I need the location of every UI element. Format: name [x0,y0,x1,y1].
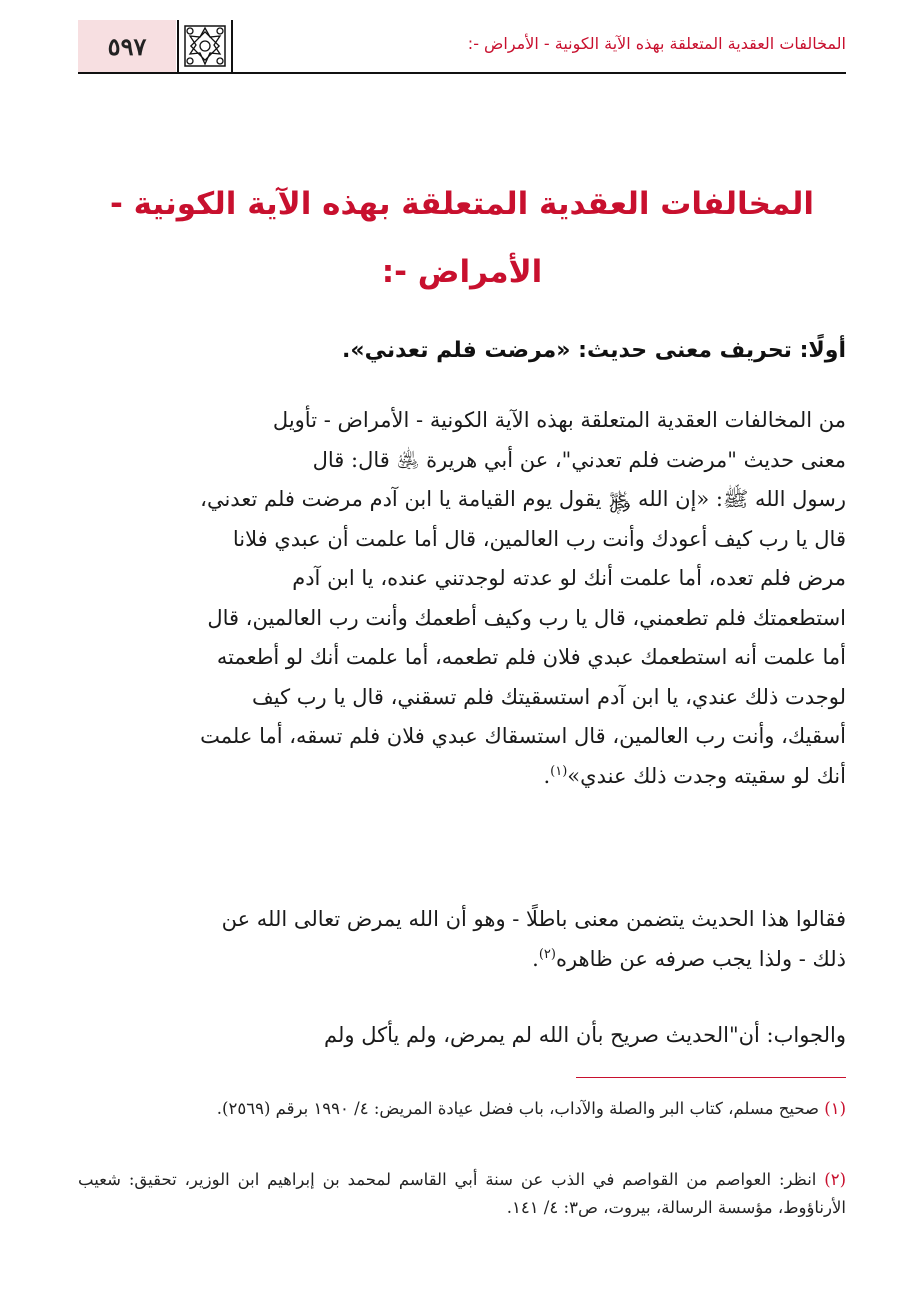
text-line: والجواب: أن"الحديث صريح بأن الله لم يمرض، ولم يأكل ولم [324,1023,846,1047]
footnote-ref-1[interactable]: (١) [550,763,568,779]
paragraph-answer [78,1016,846,1056]
footnote-1 [78,1095,846,1123]
paragraph-claim [78,900,846,979]
footnote-number: (٢) [824,1170,846,1189]
text-line-last [78,757,846,797]
footnote-ref-2[interactable]: (٢) [538,946,556,962]
sentence-end: . [543,763,551,788]
footnote-text: انظر: العواصم من القواصم في الذب عن سنة أبي القاسم لمحمد بن إبراهيم ابن الوزير، تحقيق: شعيب الأرناؤوط، مؤسسة الرسالة، بيروت، ص٣: ٤/ ١٤١. [78,1170,846,1217]
text-line: لوجدت ذلك عندي، يا ابن آدم استسقيتك فلم تسقني، قال يا رب كيف [252,684,846,709]
text-line: أما علمت أنه استطعمك عبدي فلان فلم تطعمه، أما علمت أنك لو أطعمته [216,645,846,669]
page-header [78,14,846,72]
page-number: ٥٩٧ [78,20,176,72]
chapter-title-line-2: الأمراض -: [381,254,543,290]
footnote-divider [576,1077,846,1078]
text-line: من المخالفات العقدية المتعلقة بهذه الآية الكونية - الأمراض - تأويل [272,408,846,432]
chapter-title-line-1: المخالفات العقدية المتعلقة بهذه الآية الكونية - [109,186,815,222]
text-line: قال يا رب كيف أعودك وأنت رب العالمين، قال أما علمت أن عبدي فلانا [232,526,846,551]
section-heading: أولًا: تحريف معنى حديث: «مرضت فلم تعدني». [342,338,846,363]
text-line-last [78,940,846,980]
text-line: أنك لو سقيته وجدت ذلك عندي» [567,763,846,788]
text-line: استطعمتك فلم تطعمني، قال يا رب وكيف أطعمك وأنت رب العالمين، قال [207,605,846,630]
chapter-title [78,170,846,306]
footnote-2 [78,1166,846,1222]
text-line: معنى حديث "مرضت فلم تعدني"، عن أبي هريرة ﵁ قال: قال [312,447,846,472]
header-divider [78,72,846,74]
text-line: مرض فلم تعده، أما علمت أنك لو عدته لوجدتني عنده، يا ابن آدم [292,566,846,590]
running-title: المخالفات العقدية المتعلقة بهذه الآية الكونية - الأمراض -: [467,34,846,53]
text-line: أسقيك، وأنت رب العالمين، قال استسقاك عبدي فلان فلم تسقه، أما علمت [200,724,846,748]
text-line: فقالوا هذا الحديث يتضمن معنى باطلًا - وهو أن الله يمرض تعالى الله عن [221,907,846,931]
text-line: ذلك - ولذا يجب صرفه عن ظاهره [555,946,846,971]
text-line: رسول الله ﷺ: «إن الله ﷿ يقول يوم القيامة يا ابن آدم مرضت فلم تعدني، [200,487,846,511]
footnote-number: (١) [824,1099,846,1118]
footnote-text: صحيح مسلم، كتاب البر والصلة والآداب، باب فضل عيادة المريض: ٤/ ١٩٩٠ برقم (٢٥٦٩). [216,1099,819,1118]
geometric-star-ornament-icon [177,20,233,72]
sentence-end: . [532,946,539,971]
paragraph-hadith [78,401,846,796]
